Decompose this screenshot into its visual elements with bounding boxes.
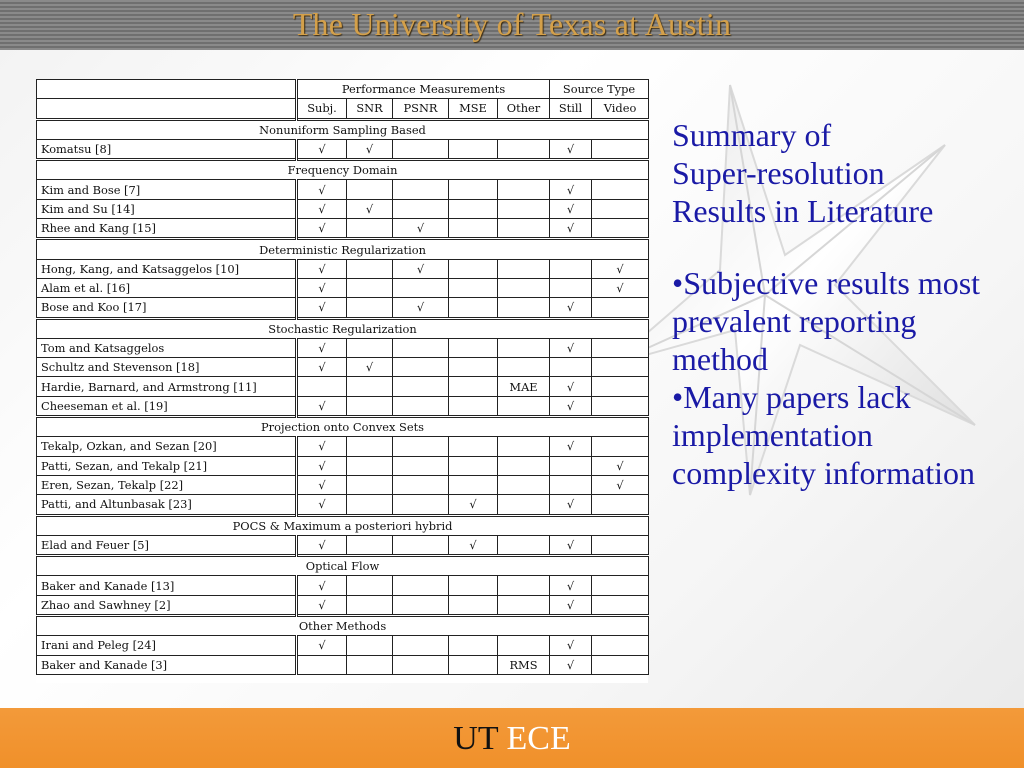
measurement-cell: √	[393, 298, 449, 318]
measurement-cell	[393, 377, 449, 396]
measurement-cell	[347, 636, 393, 655]
measurement-cell	[347, 475, 393, 494]
table-row	[37, 396, 649, 416]
measurement-cell	[347, 259, 393, 278]
measurement-cell	[498, 199, 550, 218]
measurement-cell: √	[550, 437, 592, 456]
measurement-cell	[297, 655, 347, 674]
table-row	[37, 278, 649, 297]
measurement-cell	[449, 358, 498, 377]
measurement-cell: √	[297, 259, 347, 278]
reference-cell: Baker and Kanade [13]	[37, 576, 297, 595]
measurement-cell	[449, 475, 498, 494]
measurement-cell: √	[297, 636, 347, 655]
table-row	[37, 199, 649, 218]
section-title: Other Methods	[37, 616, 649, 636]
measurement-cell	[498, 456, 550, 475]
section-title: Frequency Domain	[37, 160, 649, 180]
footer-ut: UT	[453, 720, 498, 757]
section-header-row	[37, 515, 649, 535]
measurement-cell	[498, 219, 550, 239]
measurement-cell	[550, 456, 592, 475]
measurement-cell: √	[550, 655, 592, 674]
measurement-cell	[449, 576, 498, 595]
measurement-cell	[592, 576, 649, 595]
reference-cell: Zhao and Sawhney [2]	[37, 595, 297, 615]
column-header: SNR	[347, 99, 393, 119]
measurement-cell: √	[347, 139, 393, 159]
measurement-cell: √	[347, 199, 393, 218]
summary-title-line: Results in Literature	[672, 193, 934, 229]
measurement-cell: √	[550, 298, 592, 318]
measurement-cell: RMS	[498, 655, 550, 674]
measurement-cell	[347, 595, 393, 615]
reference-cell: Hong, Kang, and Katsaggelos [10]	[37, 259, 297, 278]
table-row	[37, 437, 649, 456]
measurement-cell: √	[297, 456, 347, 475]
measurement-cell	[592, 338, 649, 357]
measurement-cell	[550, 259, 592, 278]
measurement-cell	[449, 636, 498, 655]
measurement-cell: √	[297, 199, 347, 218]
measurement-cell: √	[550, 535, 592, 555]
measurement-cell	[592, 139, 649, 159]
measurement-cell: √	[550, 396, 592, 416]
measurement-cell	[498, 180, 550, 199]
measurement-cell	[550, 278, 592, 297]
results-table-container	[36, 79, 648, 683]
measurement-cell: √	[550, 139, 592, 159]
measurement-cell	[498, 139, 550, 159]
measurement-cell	[449, 199, 498, 218]
section-title: Nonuniform Sampling Based	[37, 119, 649, 139]
reference-cell: Rhee and Kang [15]	[37, 219, 297, 239]
measurement-cell	[347, 338, 393, 357]
column-header: PSNR	[393, 99, 449, 119]
measurement-cell	[592, 437, 649, 456]
section-title: POCS & Maximum a posteriori hybrid	[37, 515, 649, 535]
corner-cell	[37, 99, 297, 119]
measurement-cell	[347, 456, 393, 475]
table-row	[37, 595, 649, 615]
table-row	[37, 475, 649, 494]
measurement-cell	[592, 377, 649, 396]
measurement-cell	[449, 139, 498, 159]
measurement-cell: √	[297, 358, 347, 377]
measurement-cell: √	[449, 535, 498, 555]
measurement-cell: √	[297, 298, 347, 318]
reference-cell: Irani and Peleg [24]	[37, 636, 297, 655]
measurement-cell: MAE	[498, 377, 550, 396]
measurement-cell	[449, 338, 498, 357]
reference-cell: Schultz and Stevenson [18]	[37, 358, 297, 377]
measurement-cell: √	[592, 259, 649, 278]
sub-header-row	[37, 99, 649, 119]
table-row	[37, 259, 649, 278]
reference-cell: Eren, Sezan, Tekalp [22]	[37, 475, 297, 494]
measurement-cell: √	[550, 576, 592, 595]
measurement-cell	[449, 278, 498, 297]
measurement-cell: √	[592, 278, 649, 297]
header-title: The University of Texas at Austin	[292, 6, 732, 42]
reference-cell: Tom and Katsaggelos	[37, 338, 297, 357]
reference-cell: Kim and Bose [7]	[37, 180, 297, 199]
measurement-cell	[393, 358, 449, 377]
corner-cell	[37, 80, 297, 99]
section-header-row	[37, 160, 649, 180]
measurement-cell: √	[297, 180, 347, 199]
measurement-cell	[592, 595, 649, 615]
section-header-row	[37, 239, 649, 259]
summary-bullet: •Many papers lack implementation complexity information	[672, 379, 976, 491]
table-row	[37, 576, 649, 595]
measurement-cell: √	[297, 437, 347, 456]
summary-title-line: Summary of	[672, 117, 832, 153]
measurement-cell: √	[297, 219, 347, 239]
results-table-body	[37, 119, 649, 674]
measurement-cell	[393, 456, 449, 475]
measurement-cell	[498, 278, 550, 297]
measurement-cell: √	[297, 495, 347, 515]
measurement-cell	[449, 219, 498, 239]
measurement-cell	[347, 655, 393, 674]
measurement-cell	[498, 338, 550, 357]
measurement-cell	[592, 495, 649, 515]
table-row	[37, 358, 649, 377]
summary-title-line: Super-resolution	[672, 155, 885, 191]
measurement-cell	[592, 396, 649, 416]
measurement-cell	[498, 358, 550, 377]
measurement-cell	[393, 595, 449, 615]
measurement-cell	[347, 535, 393, 555]
table-row	[37, 655, 649, 674]
measurement-cell: √	[550, 180, 592, 199]
table-row	[37, 456, 649, 475]
results-table	[36, 79, 649, 675]
table-row	[37, 139, 649, 159]
measurement-cell: √	[297, 535, 347, 555]
measurement-cell: √	[550, 338, 592, 357]
measurement-cell	[393, 180, 449, 199]
measurement-cell	[393, 139, 449, 159]
measurement-cell: √	[550, 495, 592, 515]
table-row	[37, 180, 649, 199]
section-title: Deterministic Regularization	[37, 239, 649, 259]
source-type-header: Source Type	[550, 80, 649, 99]
measurement-cell	[592, 358, 649, 377]
measurement-cell	[347, 180, 393, 199]
section-title: Stochastic Regularization	[37, 318, 649, 338]
reference-cell: Baker and Kanade [3]	[37, 655, 297, 674]
reference-cell: Patti, Sezan, and Tekalp [21]	[37, 456, 297, 475]
measurement-cell: √	[393, 219, 449, 239]
measurement-cell: √	[393, 259, 449, 278]
measurement-cell	[393, 535, 449, 555]
measurement-cell	[449, 456, 498, 475]
reference-cell: Komatsu [8]	[37, 139, 297, 159]
reference-cell: Kim and Su [14]	[37, 199, 297, 218]
measurement-cell	[393, 437, 449, 456]
table-row	[37, 377, 649, 396]
measurement-cell: √	[550, 377, 592, 396]
measurement-cell	[592, 298, 649, 318]
reference-cell: Alam et al. [16]	[37, 278, 297, 297]
measurement-cell	[393, 576, 449, 595]
measurement-cell	[498, 595, 550, 615]
measurement-cell	[449, 595, 498, 615]
measurement-cell	[592, 535, 649, 555]
measurement-cell	[393, 338, 449, 357]
measurement-cell: √	[297, 576, 347, 595]
group-header-row	[37, 80, 649, 99]
measurement-cell: √	[297, 139, 347, 159]
column-header: Still	[550, 99, 592, 119]
measurement-cell	[449, 655, 498, 674]
measurement-cell	[449, 180, 498, 199]
measurement-cell	[498, 298, 550, 318]
measurement-cell	[592, 219, 649, 239]
measurement-cell	[592, 180, 649, 199]
measurement-cell	[393, 278, 449, 297]
measurement-cell	[592, 655, 649, 674]
measurement-cell	[498, 576, 550, 595]
measurement-cell	[498, 437, 550, 456]
reference-cell: Patti, and Altunbasak [23]	[37, 495, 297, 515]
measurement-cell	[498, 396, 550, 416]
column-header: Subj.	[297, 99, 347, 119]
measurement-cell	[449, 396, 498, 416]
column-header: Other	[498, 99, 550, 119]
reference-cell: Hardie, Barnard, and Armstrong [11]	[37, 377, 297, 396]
measurement-cell: √	[592, 456, 649, 475]
table-row	[37, 298, 649, 318]
measurement-cell	[347, 298, 393, 318]
measurement-cell: √	[550, 219, 592, 239]
section-header-row	[37, 616, 649, 636]
section-title: Projection onto Convex Sets	[37, 417, 649, 437]
measurement-cell: √	[449, 495, 498, 515]
reference-cell: Bose and Koo [17]	[37, 298, 297, 318]
measurement-cell	[393, 636, 449, 655]
column-header: Video	[592, 99, 649, 119]
reference-cell: Elad and Feuer [5]	[37, 535, 297, 555]
measurement-cell	[498, 636, 550, 655]
measurement-cell	[393, 655, 449, 674]
measurement-cell	[347, 495, 393, 515]
measurement-cell	[449, 377, 498, 396]
header-bar	[0, 0, 1024, 50]
performance-header: Performance Measurements	[297, 80, 550, 99]
footer-label	[453, 720, 570, 758]
measurement-cell	[393, 495, 449, 515]
measurement-cell: √	[297, 338, 347, 357]
measurement-cell	[393, 475, 449, 494]
summary-title	[672, 116, 1017, 230]
measurement-cell	[347, 437, 393, 456]
measurement-cell: √	[550, 199, 592, 218]
measurement-cell: √	[550, 595, 592, 615]
measurement-cell	[550, 358, 592, 377]
table-row	[37, 535, 649, 555]
measurement-cell	[347, 278, 393, 297]
measurement-cell	[347, 396, 393, 416]
footer-ece: ECE	[506, 720, 571, 757]
measurement-cell	[498, 259, 550, 278]
measurement-cell	[347, 576, 393, 595]
section-header-row	[37, 119, 649, 139]
measurement-cell	[393, 396, 449, 416]
measurement-cell	[498, 535, 550, 555]
measurement-cell: √	[550, 636, 592, 655]
table-row	[37, 495, 649, 515]
measurement-cell	[393, 199, 449, 218]
measurement-cell	[498, 475, 550, 494]
measurement-cell	[449, 437, 498, 456]
table-row	[37, 338, 649, 357]
measurement-cell: √	[297, 396, 347, 416]
section-header-row	[37, 318, 649, 338]
measurement-cell	[592, 199, 649, 218]
measurement-cell	[550, 475, 592, 494]
summary-text	[672, 116, 1017, 492]
reference-cell: Tekalp, Ozkan, and Sezan [20]	[37, 437, 297, 456]
reference-cell: Cheeseman et al. [19]	[37, 396, 297, 416]
measurement-cell	[297, 377, 347, 396]
measurement-cell	[498, 495, 550, 515]
measurement-cell	[592, 636, 649, 655]
summary-bullet: •Subjective results most prevalent reporting method	[672, 265, 981, 377]
section-header-row	[37, 417, 649, 437]
measurement-cell: √	[347, 358, 393, 377]
table-row	[37, 219, 649, 239]
measurement-cell: √	[297, 595, 347, 615]
section-header-row	[37, 556, 649, 576]
section-title: Optical Flow	[37, 556, 649, 576]
measurement-cell	[449, 298, 498, 318]
measurement-cell: √	[297, 475, 347, 494]
column-header: MSE	[449, 99, 498, 119]
table-row	[37, 636, 649, 655]
measurement-cell	[449, 259, 498, 278]
measurement-cell	[347, 219, 393, 239]
measurement-cell: √	[592, 475, 649, 494]
measurement-cell: √	[297, 278, 347, 297]
measurement-cell	[347, 377, 393, 396]
footer-bar	[0, 708, 1024, 768]
